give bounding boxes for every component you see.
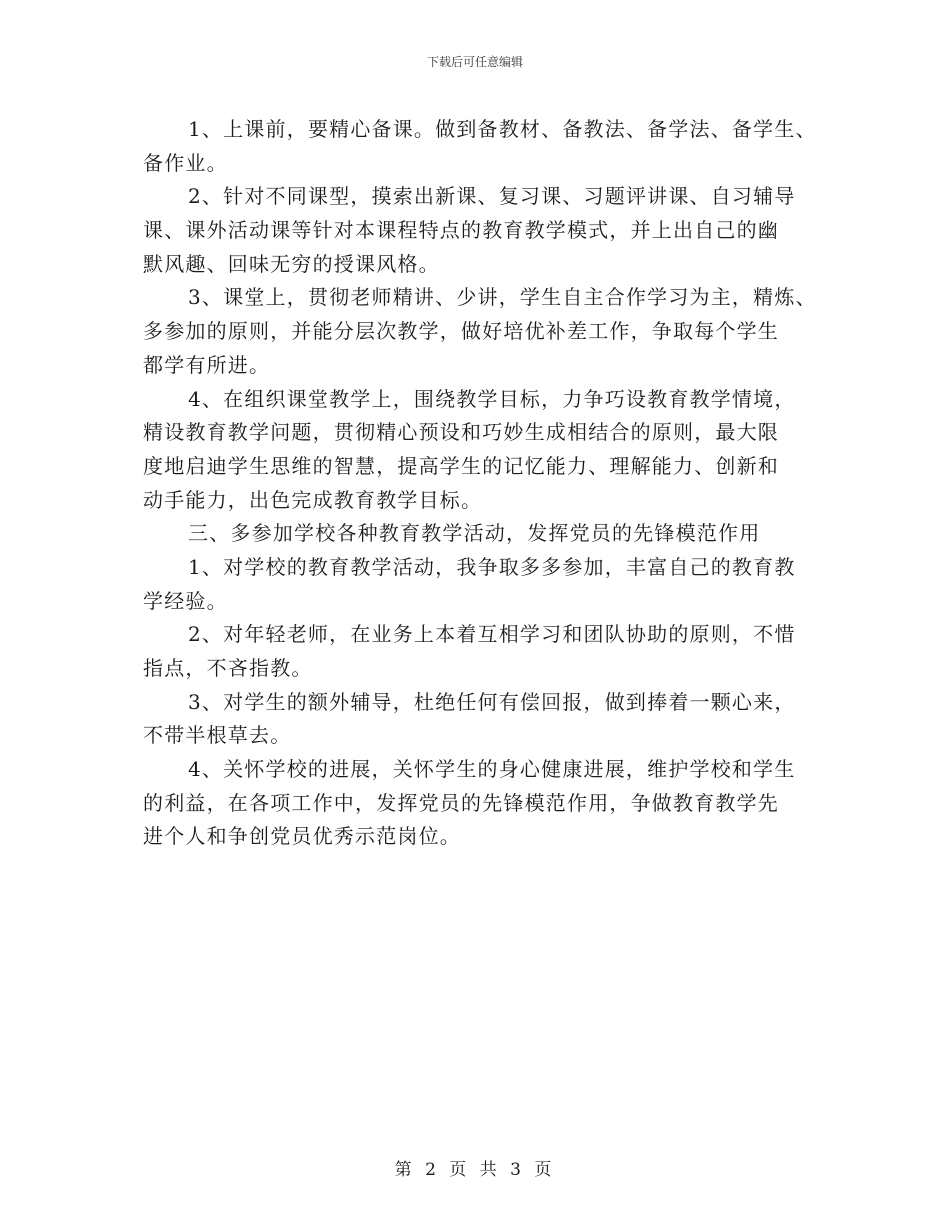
- paragraph-line: 不带半根草去。: [143, 723, 292, 748]
- paragraph-line: 学经验。: [143, 588, 228, 613]
- paragraph-line: 2、对年轻老师，在业务上本着互相学习和团队协助的原则，不惜: [188, 622, 796, 647]
- paragraph-line: 的利益，在各项工作中，发挥党员的先锋模范作用，争做教育教学先: [143, 790, 779, 815]
- paragraph-line: 3、课堂上，贯彻老师精讲、少讲，学生自主合作学习为主，精炼、: [188, 285, 817, 310]
- paragraph-line: 4、在组织课堂教学上，围绕教学目标，力争巧设教育教学情境，: [188, 386, 796, 411]
- paragraph-line: 3、对学生的额外辅导，杜绝任何有偿回报，做到捧着一颗心来，: [188, 689, 796, 714]
- paragraph-line: 多参加的原则，并能分层次教学，做好培优补差工作，争取每个学生: [143, 319, 779, 344]
- page-number: 第 2 页 共 3 页: [394, 1160, 556, 1180]
- paragraph-line: 动手能力，出色完成教育教学目标。: [143, 487, 483, 512]
- paragraph-line: 默风趣、回味无穷的授课风格。: [143, 251, 440, 276]
- paragraph-line: 1、对学校的教育教学活动，我争取多多参加，丰富自己的教育教: [188, 554, 796, 579]
- paragraph-line: 指点，不吝指教。: [143, 656, 313, 680]
- paragraph-line: 备作业。: [143, 150, 228, 175]
- paragraph-line: 课、课外活动课等针对本课程特点的教育教学模式，并上出自己的幽: [143, 218, 779, 243]
- document-body: [143, 113, 817, 854]
- paragraph-line: 度地启迪学生思维的智慧，提高学生的记忆能力、理解能力、创新和: [143, 453, 779, 478]
- paragraph-line: 精设教育教学问题，贯彻精心预设和巧妙生成相结合的原则，最大限: [143, 420, 779, 445]
- paragraph-line: 进个人和争创党员优秀示范岗位。: [143, 824, 461, 849]
- paragraph-line: 1、上课前，要精心备课。做到备教材、备教法、备学法、备学生、: [188, 117, 817, 141]
- paragraph-line: 都学有所进。: [143, 352, 271, 377]
- paragraph-line: 2、针对不同课型，摸索出新课、复习课、习题评讲课、自习辅导: [188, 184, 796, 209]
- paragraph-line: 4、关怀学校的进展，关怀学生的身心健康进展，维护学校和学生: [188, 757, 796, 782]
- page-header: 下载后可任意编辑: [426, 55, 523, 69]
- section-heading: 三、多参加学校各种教育教学活动，发挥党员的先锋模范作用: [188, 521, 761, 546]
